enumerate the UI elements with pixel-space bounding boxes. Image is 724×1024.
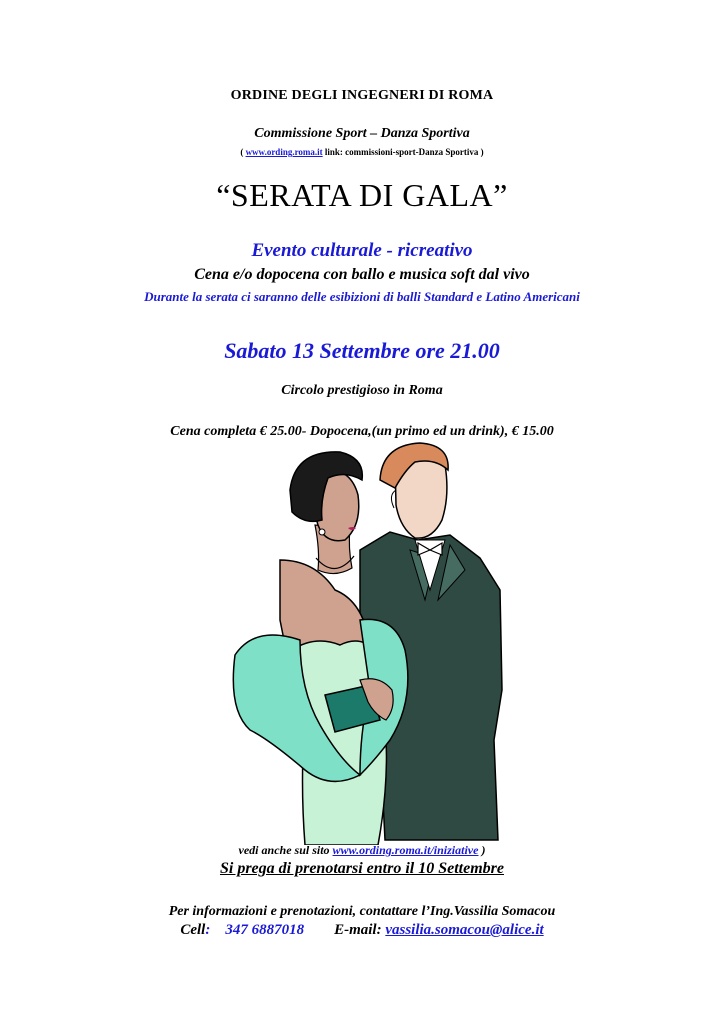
commission-name: Commissione Sport – Danza Sportiva — [254, 126, 470, 141]
commission-links — [0, 147, 724, 157]
cell-label: Cell — [180, 922, 206, 938]
see-also-prefix: vedi anche sul sito — [238, 843, 333, 857]
reservation-deadline: Si prega di prenotarsi entro il 10 Settembre — [219, 860, 504, 877]
email-label: E-mail: — [334, 922, 382, 938]
dinner-description: Cena e/o dopocena con ballo e musica soft dal vivo — [194, 266, 530, 283]
contact-info: Per informazioni e prenotazioni, contattare l’Ing.Vassilia Somacou — [168, 904, 556, 919]
contact-line — [0, 922, 724, 939]
exhibitions-note: Durante la serata ci saranno delle esibizioni di balli Standard e Latino Americani — [144, 289, 580, 304]
event-title: “SERATA DI GALA” — [216, 177, 508, 213]
links-rest: link: commissioni-sport-Danza Sportiva ) — [322, 147, 484, 157]
email-link[interactable]: vassilia.somacou@alice.it — [385, 922, 544, 938]
initiatives-link[interactable]: www.ording.roma.it/iniziative — [332, 843, 479, 857]
cell-number: 347 6887018 — [225, 922, 305, 938]
organization-name: ORDINE DEGLI INGEGNERI DI ROMA — [230, 88, 494, 103]
couple-in-formal-dress-icon — [210, 440, 520, 845]
see-also-suffix: ) — [478, 843, 486, 857]
event-venue: Circolo prestigioso in Roma — [281, 383, 443, 398]
links-open: ( — [240, 147, 246, 157]
event-date: Sabato 13 Settembre ore 21.00 — [224, 338, 500, 363]
event-prices: Cena completa € 25.00- Dopocena,(un primo ed un drink), € 15.00 — [170, 424, 554, 439]
website-link[interactable]: www.ording.roma.it — [245, 147, 323, 157]
see-also-line — [0, 843, 724, 858]
cell-colon: : — [205, 922, 211, 938]
event-subtitle: Evento culturale - ricreativo — [251, 240, 473, 261]
